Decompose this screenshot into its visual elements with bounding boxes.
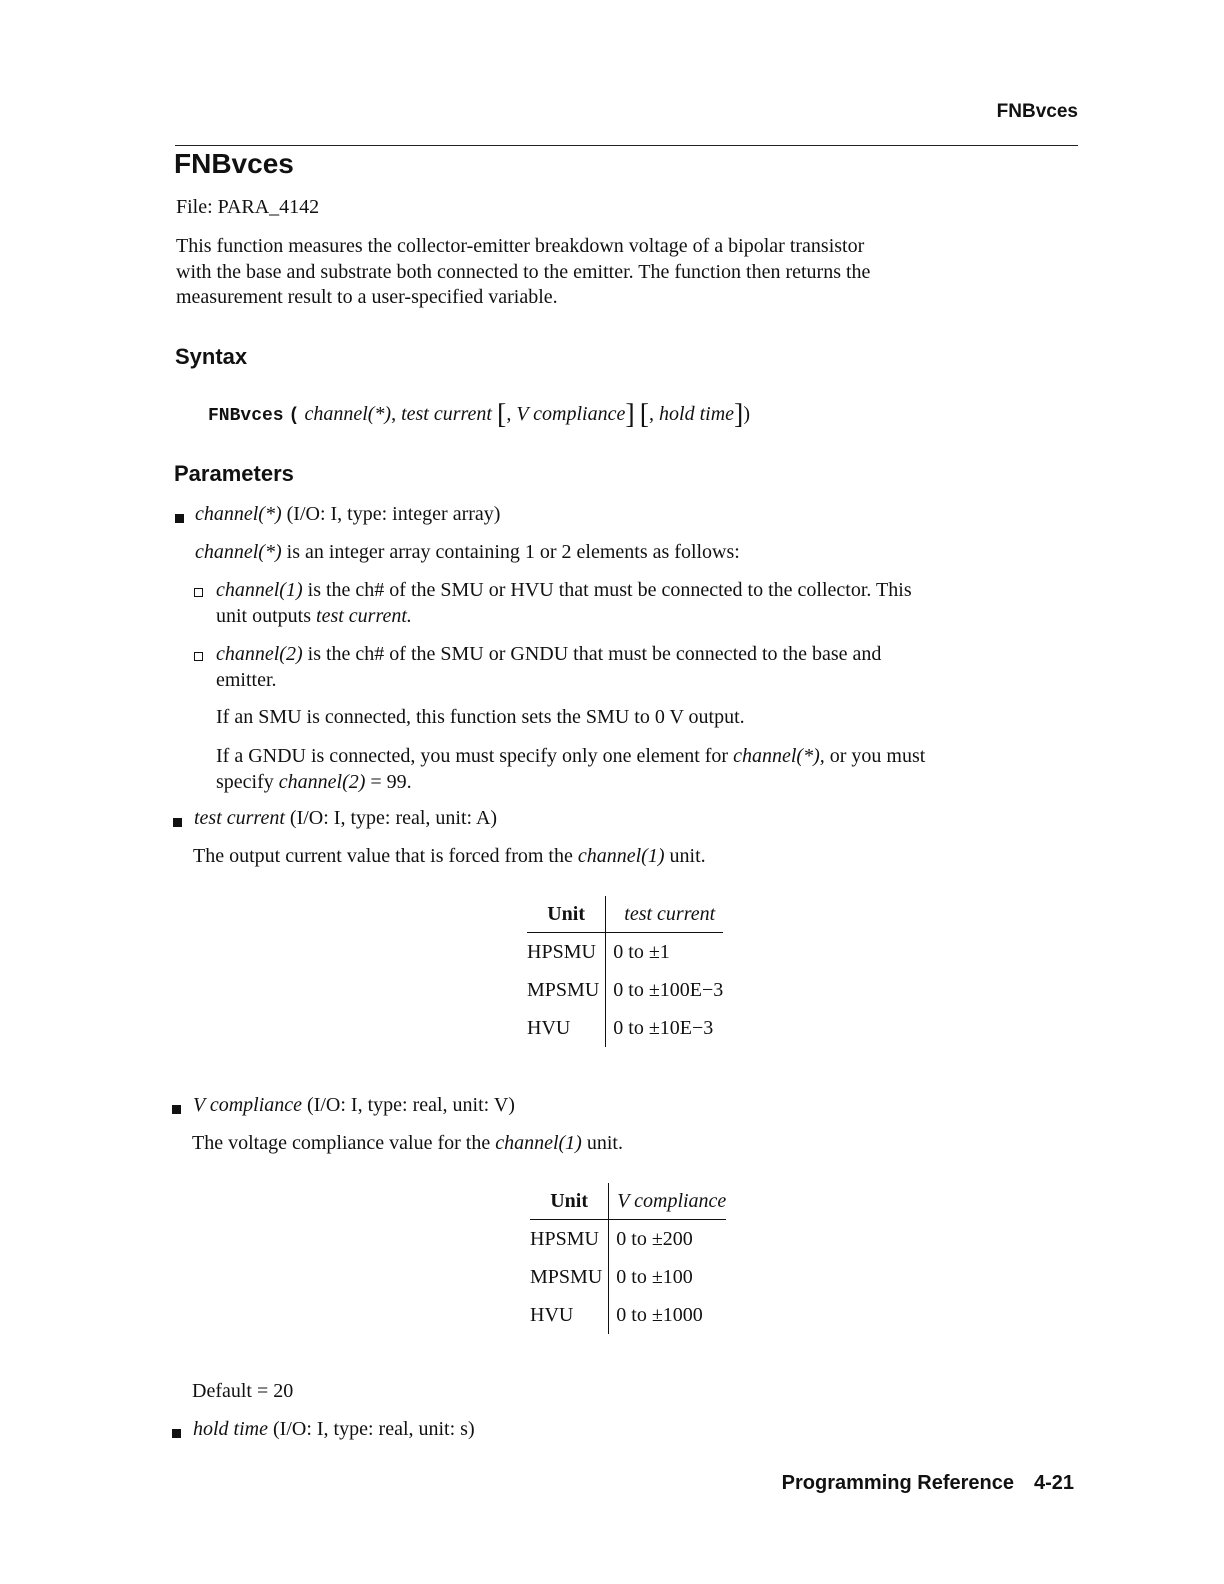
gndu-note bbox=[216, 744, 925, 795]
file-name: PARA_4142 bbox=[217, 196, 320, 218]
channel-2-desc-line-1 bbox=[216, 642, 881, 668]
table-cell-unit: MPSMU bbox=[527, 971, 606, 1009]
table-cell-unit: HVU bbox=[527, 1009, 606, 1047]
table-cell-range: 0 to ±1 bbox=[613, 940, 670, 963]
channel-1-desc-line-1 bbox=[216, 578, 912, 604]
channel-2-name: channel(2) bbox=[216, 643, 303, 665]
table-cell-unit: HPSMU bbox=[527, 933, 606, 972]
syntax-comma-3: , bbox=[649, 403, 655, 425]
v-compliance-desc-em: channel(1) bbox=[495, 1132, 582, 1154]
syntax-open-paren: ( bbox=[288, 406, 300, 426]
table-cell-range: 0 to ±1000 bbox=[616, 1303, 703, 1326]
page-footer bbox=[782, 1472, 1074, 1495]
syntax-close-paren: ) bbox=[743, 403, 751, 425]
table-cell-range: 0 to ±100 bbox=[616, 1265, 693, 1288]
description-line-1: This function measures the collector-emitter breakdown voltage of a bipolar transistor bbox=[176, 235, 865, 257]
v-compliance-desc-text: The voltage compliance value for the bbox=[192, 1132, 491, 1154]
table-row bbox=[530, 1258, 726, 1296]
description-line-3: measurement result to a user-specified variable. bbox=[176, 286, 558, 308]
channel-1-text-2: unit outputs bbox=[216, 604, 312, 627]
syntax-optional-open-1: [ bbox=[497, 399, 507, 430]
syntax-optional-open-2: [ bbox=[639, 399, 650, 430]
gndu-note-em-1: channel(*), bbox=[733, 745, 825, 767]
table-cell-unit: HVU bbox=[530, 1296, 609, 1334]
syntax-optional-close-2: ] bbox=[734, 399, 744, 430]
table-row bbox=[530, 1220, 726, 1259]
description-line-2: with the base and substrate both connected to the emitter. The function then returns the bbox=[176, 260, 871, 283]
syntax-arg-channel: channel(*) bbox=[304, 403, 392, 425]
syntax-arg-hold-time: hold time bbox=[659, 403, 735, 425]
syntax-arg-test-current: test current bbox=[401, 403, 492, 425]
test-current-desc-em: channel(1) bbox=[577, 845, 665, 867]
param-channel-desc bbox=[195, 541, 740, 564]
smu-note: If an SMU is connected, this function sets the SMU to 0 V output. bbox=[216, 706, 745, 728]
gndu-note-em-2: channel(2) bbox=[278, 770, 366, 793]
syntax-comma-2: , bbox=[506, 403, 512, 425]
table-row bbox=[527, 933, 723, 972]
syntax-function-name: FNBvces bbox=[208, 406, 284, 426]
table-header-value: test current bbox=[606, 896, 724, 933]
bullet-icon bbox=[172, 1429, 181, 1438]
param-test-current-name: test current bbox=[194, 807, 285, 829]
table-cell-unit: HPSMU bbox=[530, 1220, 609, 1259]
file-label: File: bbox=[176, 196, 213, 218]
test-current-table bbox=[527, 896, 723, 1047]
bullet-icon bbox=[172, 1105, 181, 1114]
bullet-icon bbox=[173, 818, 182, 827]
param-test-current bbox=[194, 807, 497, 830]
v-compliance-table bbox=[530, 1183, 726, 1334]
v-compliance-default: Default = 20 bbox=[192, 1380, 294, 1402]
bullet-icon bbox=[175, 514, 184, 523]
table-header-value: V compliance bbox=[609, 1183, 727, 1220]
channel-1-name: channel(1) bbox=[216, 579, 303, 601]
table-header-row bbox=[527, 896, 723, 933]
param-test-current-io: (I/O: I, type: real, unit: A) bbox=[289, 807, 498, 829]
gndu-note-text-1: If a GNDU is connected, you must specify only one element for bbox=[216, 745, 729, 767]
param-hold-time-name: hold time bbox=[193, 1418, 268, 1440]
header-rule bbox=[175, 145, 1078, 146]
table-row bbox=[530, 1296, 726, 1334]
param-v-compliance-name: V compliance bbox=[193, 1094, 303, 1116]
param-channel-name: channel(*) bbox=[195, 503, 282, 525]
channel-2-text: is the ch# of the SMU or GNDU that must be connected to the base and bbox=[307, 643, 882, 665]
running-header: FNBvces bbox=[996, 101, 1078, 122]
syntax-line bbox=[208, 399, 750, 431]
table-cell-range: 0 to ±10E−3 bbox=[613, 1016, 714, 1039]
gndu-note-line-1 bbox=[216, 744, 925, 770]
test-current-desc-post: unit. bbox=[669, 845, 706, 867]
param-hold-time-io: (I/O: I, type: real, unit: s) bbox=[273, 1418, 475, 1440]
gndu-note-text-4: = 99. bbox=[370, 770, 412, 793]
table-header-unit: Unit bbox=[527, 896, 606, 933]
syntax-heading: Syntax bbox=[175, 344, 248, 369]
channel-1-text: is the ch# of the SMU or HVU that must be connected to the collector. This bbox=[307, 579, 912, 601]
parameters-heading: Parameters bbox=[174, 461, 294, 486]
gndu-note-text-2: or you must bbox=[829, 745, 926, 767]
table-header-row bbox=[530, 1183, 726, 1220]
param-channel-desc-text: is an integer array containing 1 or 2 elements as follows: bbox=[286, 541, 740, 563]
channel-1-desc bbox=[216, 578, 912, 629]
file-line bbox=[176, 196, 319, 219]
table-row bbox=[527, 971, 723, 1009]
table-cell-unit: MPSMU bbox=[530, 1258, 609, 1296]
gndu-note-line-2 bbox=[216, 770, 925, 796]
gndu-note-text-3: specify bbox=[216, 770, 274, 793]
syntax-comma-1: , bbox=[391, 403, 397, 425]
channel-1-em: test current. bbox=[316, 604, 412, 627]
checkbox-bullet-icon bbox=[194, 652, 203, 661]
param-test-current-desc bbox=[193, 845, 706, 868]
syntax-optional-close-1: ] bbox=[625, 399, 635, 430]
syntax-arg-v-compliance: V compliance bbox=[516, 403, 626, 425]
channel-2-desc bbox=[216, 642, 881, 693]
page-number: 4-21 bbox=[1033, 1472, 1074, 1494]
table-cell-range: 0 to ±200 bbox=[616, 1227, 693, 1250]
footer-section: Programming Reference bbox=[781, 1472, 1014, 1494]
param-v-compliance-io: (I/O: I, type: real, unit: V) bbox=[307, 1094, 515, 1116]
checkbox-bullet-icon bbox=[194, 588, 203, 597]
table-header-unit: Unit bbox=[530, 1183, 609, 1220]
test-current-desc-text: The output current value that is forced from the bbox=[193, 845, 573, 867]
description bbox=[176, 234, 1056, 311]
channel-1-desc-line-2 bbox=[216, 604, 912, 630]
channel-2-desc-line-2: emitter. bbox=[216, 668, 277, 691]
param-channel bbox=[195, 503, 500, 526]
param-v-compliance-desc bbox=[192, 1132, 623, 1155]
table-row bbox=[527, 1009, 723, 1047]
page-title: FNBvces bbox=[174, 148, 294, 179]
param-hold-time bbox=[193, 1418, 475, 1441]
table-cell-range: 0 to ±100E−3 bbox=[613, 978, 724, 1001]
v-compliance-desc-post: unit. bbox=[586, 1132, 623, 1154]
param-channel-desc-name: channel(*) bbox=[195, 541, 282, 563]
param-channel-io: (I/O: I, type: integer array) bbox=[286, 503, 501, 525]
param-v-compliance bbox=[193, 1094, 515, 1117]
